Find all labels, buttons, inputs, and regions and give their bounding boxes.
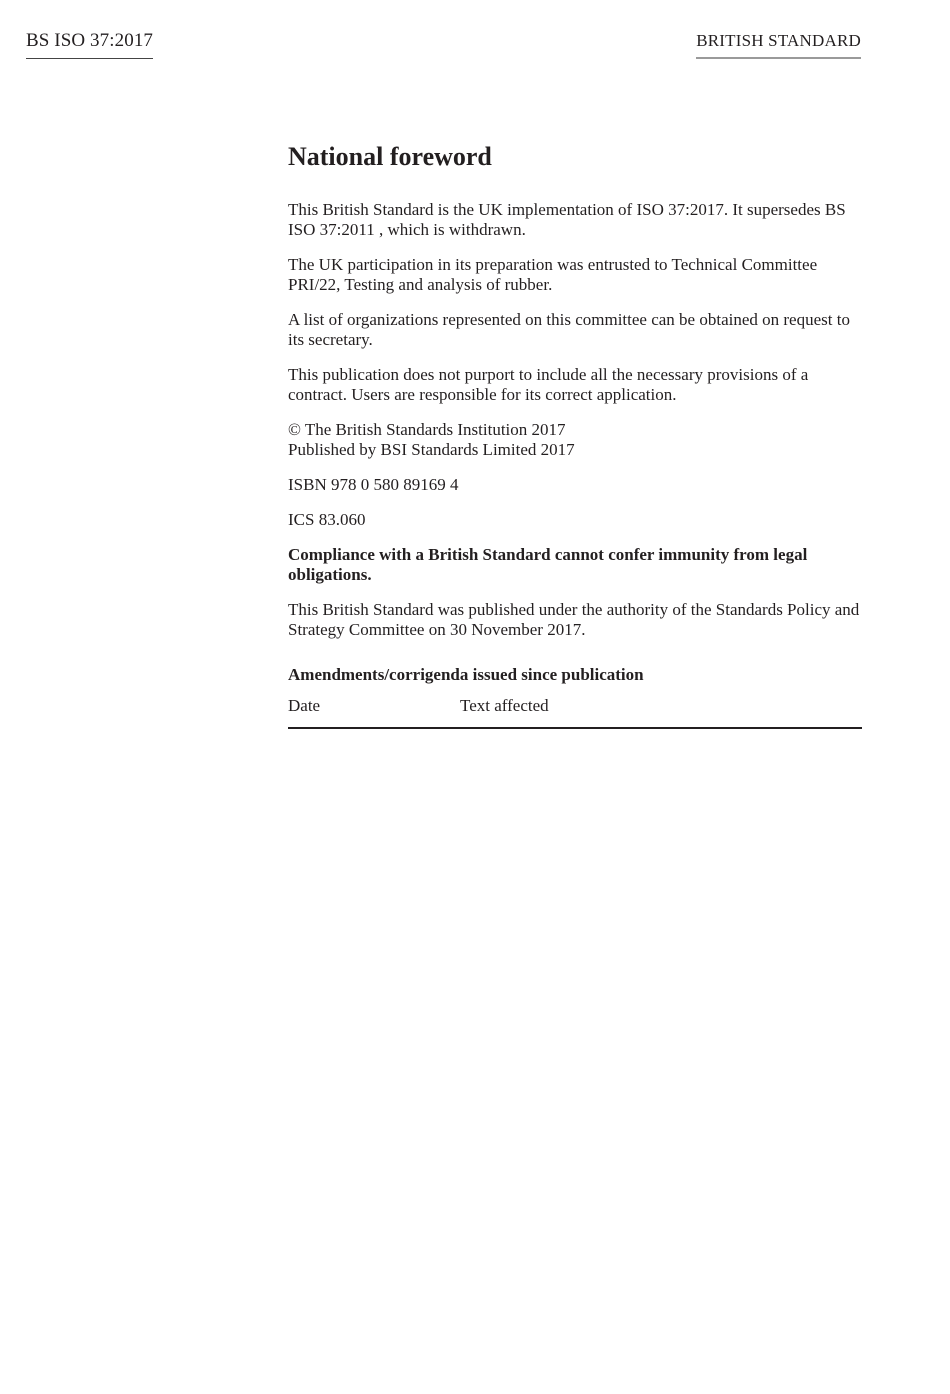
authority-paragraph: This British Standard was published under the authority of the Standards Policy and Strategy Committee on 30 November 2017. <box>288 600 860 639</box>
copyright-block <box>288 420 862 460</box>
amendments-table-header <box>288 696 862 729</box>
compliance-notice: Compliance with a British Standard cannot confer immunity from legal obligations. <box>288 545 808 584</box>
document-id-header: BS ISO 37:2017 <box>26 30 153 59</box>
column-header-text-affected: Text affected <box>460 696 549 715</box>
ics-code: ICS 83.060 <box>288 510 366 529</box>
participation-paragraph: The UK participation in its preparation was entrusted to Technical Committee PRI/22, Testing and analysis of rubber. <box>288 255 818 294</box>
page-title: National foreword <box>288 142 492 171</box>
column-header-date: Date <box>288 696 321 715</box>
amendments-heading: Amendments/corrigenda issued since publication <box>288 665 644 684</box>
document-type-header: BRITISH STANDARD <box>696 31 861 59</box>
copyright-line: © The British Standards Institution 2017 <box>288 420 566 439</box>
published-line: Published by BSI Standards Limited 2017 <box>288 440 575 459</box>
national-foreword-section <box>288 140 862 729</box>
provisions-paragraph: This publication does not purport to include all the necessary provisions of a contract. Users are responsible for its correct application. <box>288 365 809 404</box>
organizations-paragraph: A list of organizations represented on this committee can be obtained on request to its secretary. <box>288 310 850 349</box>
isbn: ISBN 978 0 580 89169 4 <box>288 475 459 494</box>
implementation-paragraph: This British Standard is the UK implementation of ISO 37:2017. It supersedes BS ISO 37:2011 , which is withdrawn. <box>288 200 846 239</box>
